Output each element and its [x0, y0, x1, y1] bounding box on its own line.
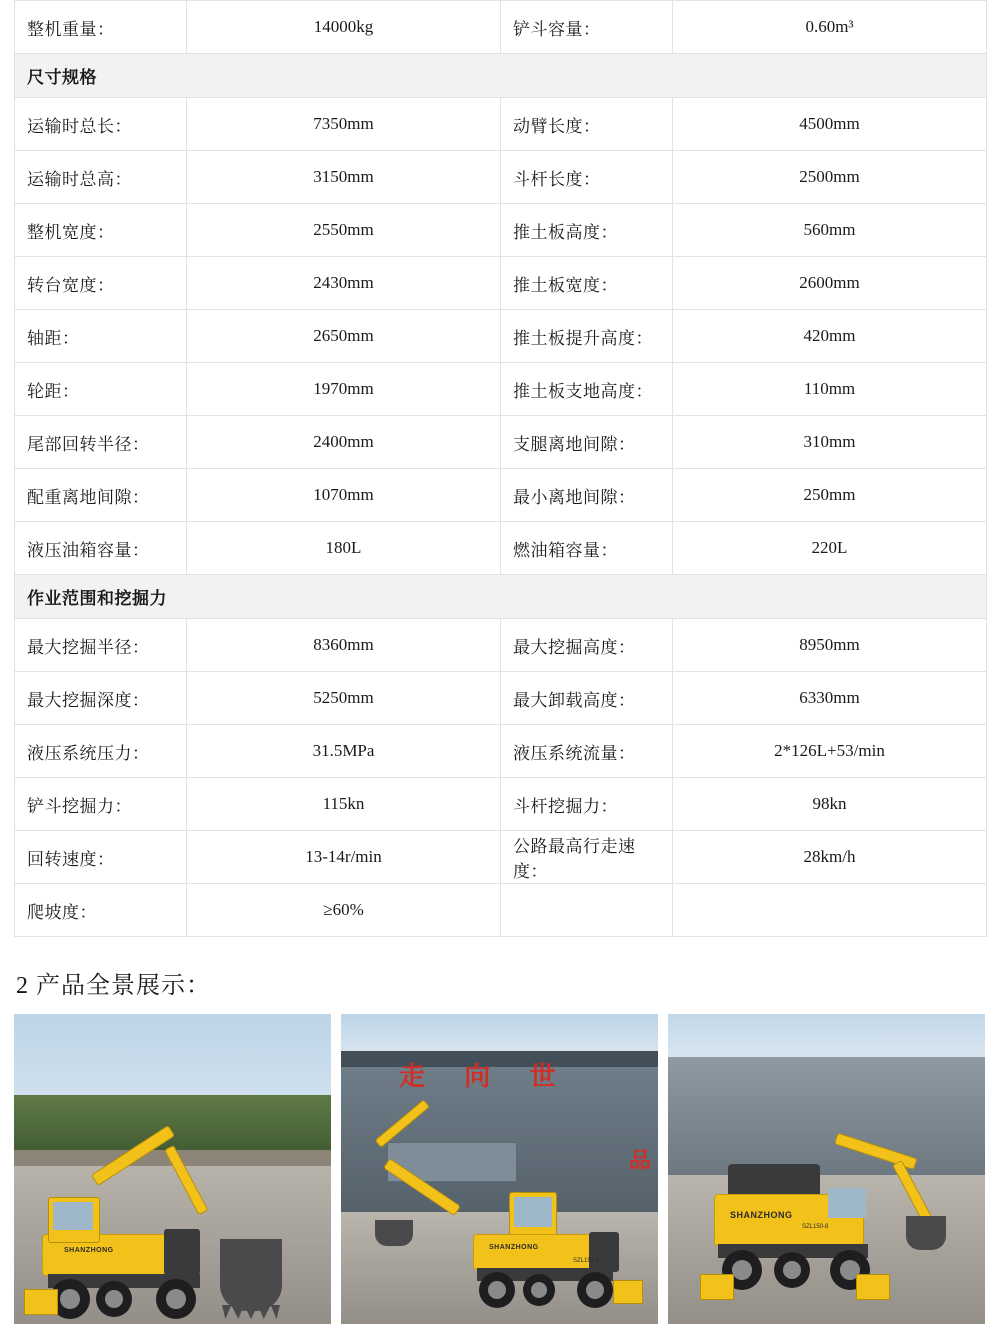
excavator — [678, 1124, 978, 1314]
table-row — [15, 831, 987, 884]
outrigger — [700, 1274, 734, 1300]
spec-value: 31.5MPa — [187, 725, 501, 778]
table-row — [15, 204, 987, 257]
table-row — [15, 778, 987, 831]
gallery-heading: 2 产品全景展示： — [16, 973, 211, 999]
cab-glass — [53, 1202, 93, 1230]
dozer-blade — [856, 1274, 890, 1300]
table-row — [15, 363, 987, 416]
wall-banner-text: 走 向 世 — [399, 1061, 572, 1091]
dipper-arm — [164, 1145, 208, 1216]
boom-arm — [91, 1125, 175, 1186]
spec-label: 斗杆长度： — [501, 151, 673, 204]
spec-label: 轴距： — [15, 310, 187, 363]
spec-value: 28km/h — [673, 831, 987, 884]
spec-value: 8360mm — [187, 619, 501, 672]
spec-label: 推土板提升高度： — [501, 310, 673, 363]
rear-hood — [728, 1164, 820, 1198]
spec-value: 2400mm — [187, 416, 501, 469]
boom-arm — [383, 1158, 461, 1216]
wheel — [479, 1272, 515, 1308]
model-label: SZL150-8 — [802, 1224, 829, 1230]
spec-label: 推土板宽度： — [501, 257, 673, 310]
table-row — [15, 151, 987, 204]
spec-label: 最大卸载高度： — [501, 672, 673, 725]
bucket — [220, 1239, 282, 1311]
spec-value: 98kn — [673, 778, 987, 831]
cab-glass — [828, 1188, 866, 1218]
specifications-table — [14, 0, 987, 937]
spec-label: 配重离地间隙： — [15, 469, 187, 522]
wheel — [523, 1274, 555, 1306]
spec-value: 420mm — [673, 310, 987, 363]
spec-label: 支腿离地间隙： — [501, 416, 673, 469]
brand-logo: SHANZHONG — [730, 1210, 793, 1220]
spec-label: 爬坡度： — [15, 884, 187, 937]
spec-label: 整机重量： — [15, 1, 187, 54]
table-row — [15, 884, 987, 937]
spec-label: 斗杆挖掘力： — [501, 778, 673, 831]
spec-value: 250mm — [673, 469, 987, 522]
table-row — [15, 416, 987, 469]
spec-label: 最大挖掘深度： — [15, 672, 187, 725]
spec-label: 铲斗挖掘力： — [15, 778, 187, 831]
wheel — [774, 1252, 810, 1288]
section-title: 尺寸规格 — [15, 54, 987, 98]
spec-label: 燃油箱容量： — [501, 522, 673, 575]
bucket — [906, 1216, 946, 1250]
spec-value: 2650mm — [187, 310, 501, 363]
cab-glass — [514, 1197, 552, 1227]
brand-logo: SHANZHONG — [64, 1247, 114, 1254]
dozer-blade — [613, 1280, 643, 1304]
counterweight — [589, 1232, 619, 1272]
spec-label: 回转速度： — [15, 831, 187, 884]
spec-label: 铲斗容量： — [501, 1, 673, 54]
spec-label: 公路最高行走速度： — [501, 831, 673, 884]
excavator — [24, 1129, 324, 1314]
spec-value: 5250mm — [187, 672, 501, 725]
counterweight — [164, 1229, 200, 1275]
spec-value: 7350mm — [187, 98, 501, 151]
spec-value: 110mm — [673, 363, 987, 416]
boom-arm — [834, 1133, 918, 1170]
spec-table-body — [15, 1, 987, 937]
table-row — [15, 1, 987, 54]
spec-value: 180L — [187, 522, 501, 575]
table-row — [15, 310, 987, 363]
spec-value: 310mm — [673, 416, 987, 469]
spec-value: 0.60m³ — [673, 1, 987, 54]
wheel — [156, 1279, 196, 1319]
spec-value: 2500mm — [673, 151, 987, 204]
spec-value: 4500mm — [673, 98, 987, 151]
section-header-row — [15, 575, 987, 619]
model-label: SZL150-8 — [573, 1258, 600, 1264]
spec-value: 1970mm — [187, 363, 501, 416]
spec-label: 运输时总长： — [15, 98, 187, 151]
spec-value: 2550mm — [187, 204, 501, 257]
spec-label: 轮距： — [15, 363, 187, 416]
spec-label: 转台宽度： — [15, 257, 187, 310]
spec-value: 115kn — [187, 778, 501, 831]
table-row — [15, 672, 987, 725]
excavator-photo-right — [668, 1014, 985, 1324]
spec-label: 尾部回转半径： — [15, 416, 187, 469]
spec-label: 最小离地间隙： — [501, 469, 673, 522]
spec-label: 液压系统流量： — [501, 725, 673, 778]
table-row — [15, 619, 987, 672]
table-row — [15, 98, 987, 151]
spec-label: 动臂长度： — [501, 98, 673, 151]
spec-value: 220L — [673, 522, 987, 575]
wheel — [577, 1272, 613, 1308]
spec-value: 6330mm — [673, 672, 987, 725]
bucket — [375, 1220, 413, 1246]
spec-value: 560mm — [673, 204, 987, 257]
excavator-photo-left — [14, 1014, 331, 1324]
brand-logo: SHANZHONG — [489, 1244, 539, 1251]
table-row — [15, 725, 987, 778]
wheel — [96, 1281, 132, 1317]
spec-label: 运输时总高： — [15, 151, 187, 204]
product-gallery — [14, 1014, 986, 1324]
spec-label: 液压油箱容量： — [15, 522, 187, 575]
section-header-row — [15, 54, 987, 98]
table-row — [15, 522, 987, 575]
spec-value: 14000kg — [187, 1, 501, 54]
excavator-photo-center — [341, 1014, 658, 1324]
spec-value: ≥60% — [187, 884, 501, 937]
dozer-blade — [24, 1289, 58, 1315]
spec-value: 13-14r/min — [187, 831, 501, 884]
excavator — [377, 1134, 647, 1314]
spec-value: 1070mm — [187, 469, 501, 522]
spec-value — [673, 884, 987, 937]
table-row — [15, 257, 987, 310]
spec-value: 2430mm — [187, 257, 501, 310]
spec-value: 2*126L+53/min — [673, 725, 987, 778]
spec-label: 最大挖掘高度： — [501, 619, 673, 672]
spec-label: 推土板支地高度： — [501, 363, 673, 416]
spec-value: 2600mm — [673, 257, 987, 310]
table-row — [15, 469, 987, 522]
section-title: 作业范围和挖掘力 — [15, 575, 987, 619]
wall-banner-side-text: 品 — [629, 1148, 652, 1173]
spec-label: 整机宽度： — [15, 204, 187, 257]
spec-value: 8950mm — [673, 619, 987, 672]
spec-value: 3150mm — [187, 151, 501, 204]
spec-label: 最大挖掘半径： — [15, 619, 187, 672]
spec-label: 推土板高度： — [501, 204, 673, 257]
spec-label: 液压系统压力： — [15, 725, 187, 778]
spec-label — [501, 884, 673, 937]
